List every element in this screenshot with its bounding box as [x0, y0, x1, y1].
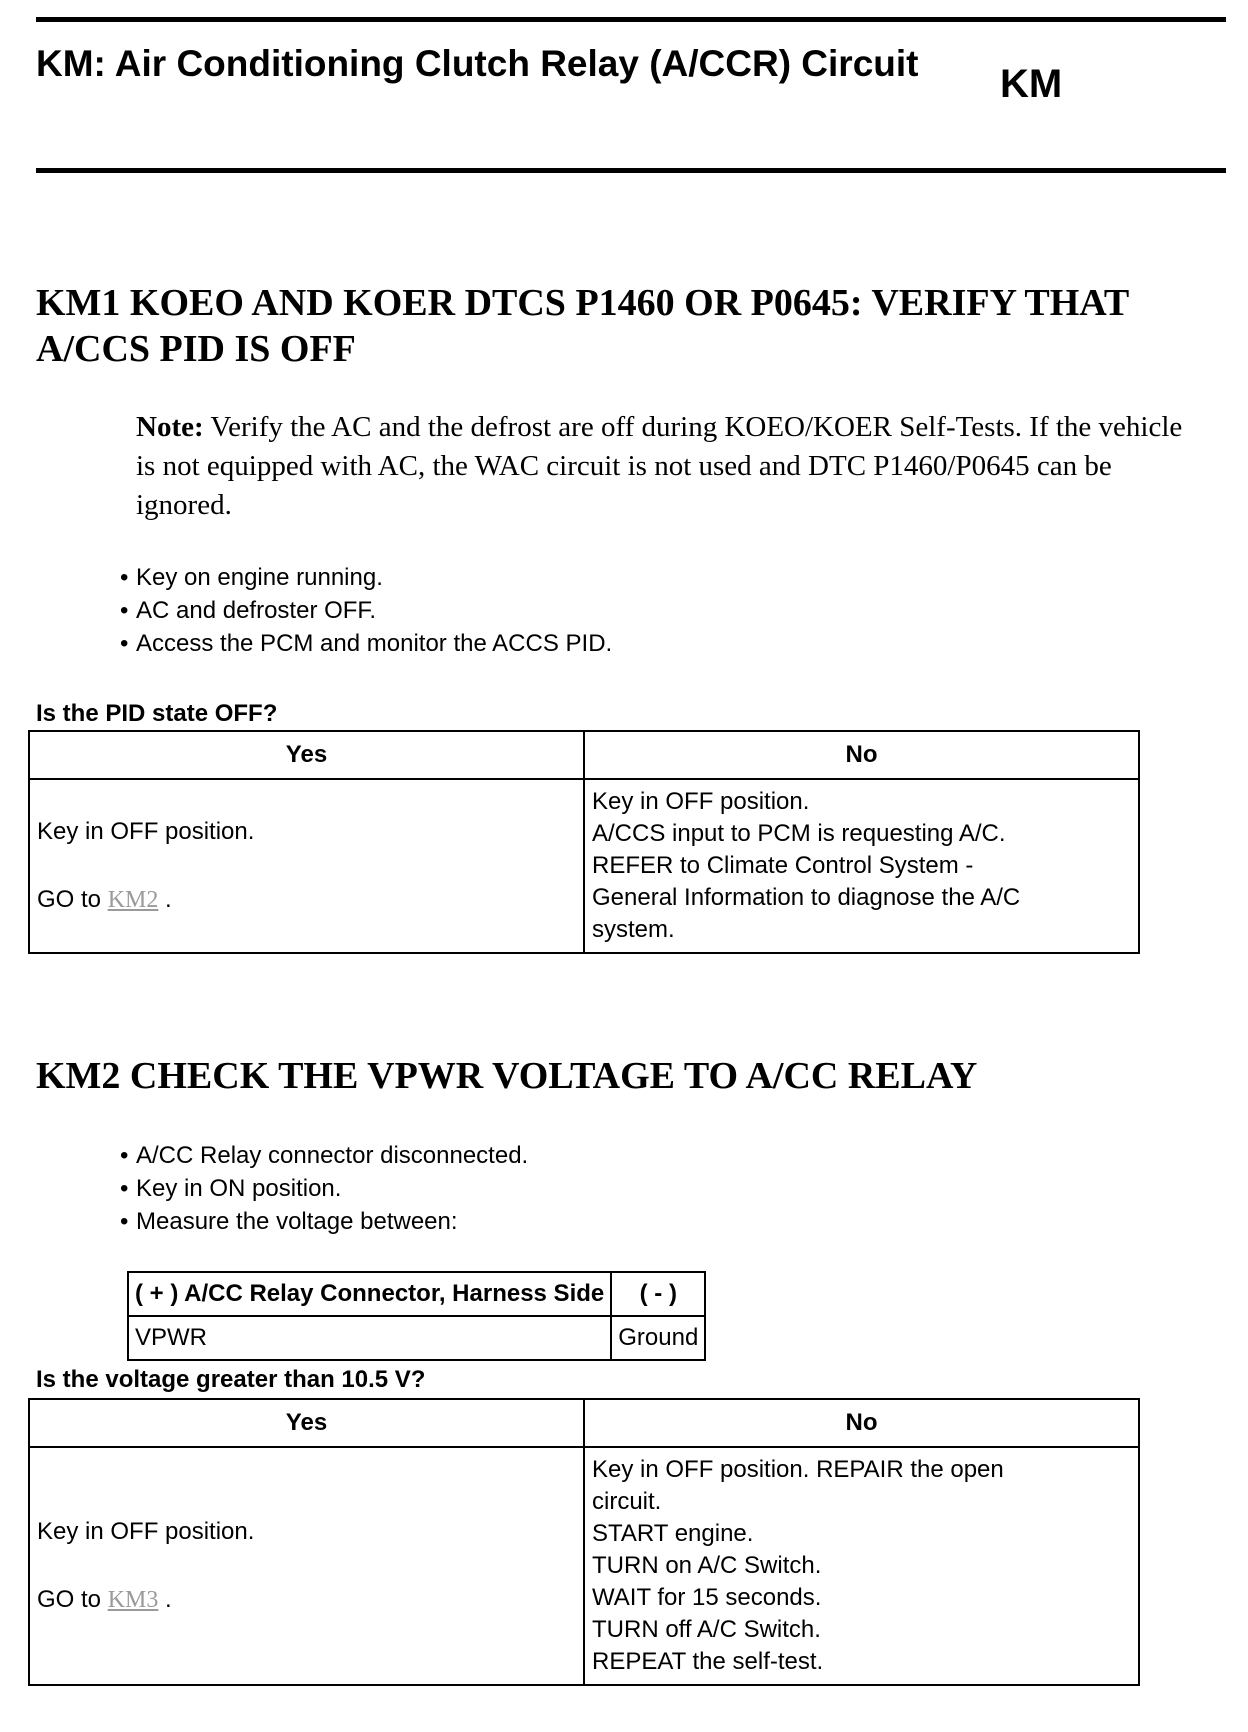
header-bottom-rule: [36, 168, 1226, 173]
period: .: [165, 1586, 172, 1613]
km2-instruction-list: [120, 1139, 528, 1238]
no-line: Key in OFF position.: [592, 788, 810, 815]
km2-yes-no-table: [28, 1398, 1140, 1686]
goto-label: GO to: [37, 886, 102, 913]
no-line: Key in OFF position. REPAIR the open: [592, 1456, 1004, 1483]
list-item: • Key in ON position.: [120, 1172, 528, 1205]
no-line: START engine.: [592, 1520, 754, 1547]
no-cell: [584, 1447, 1139, 1685]
km1-question: Is the PID state OFF?: [36, 700, 278, 727]
note-paragraph: [136, 408, 1206, 525]
step-km2-heading: KM2 CHECK THE VPWR VOLTAGE TO A/CC RELAY: [36, 1055, 978, 1097]
note-label: Note:: [136, 411, 204, 443]
no-line: TURN off A/C Switch.: [592, 1616, 821, 1643]
no-line: circuit.: [592, 1488, 662, 1515]
km2-question: Is the voltage greater than 10.5 V?: [36, 1366, 426, 1393]
yes-header: Yes: [29, 731, 584, 779]
yes-header: Yes: [29, 1399, 584, 1447]
yes-cell: [29, 779, 584, 953]
no-line: REPEAT the self-test.: [592, 1648, 824, 1675]
measurement-table: [127, 1271, 706, 1361]
section-code: KM: [1000, 62, 1063, 106]
km1-yes-no-table: [28, 730, 1140, 954]
list-item: • Access the PCM and monitor the ACCS PID.: [120, 627, 612, 660]
list-item: • Measure the voltage between:: [120, 1205, 528, 1238]
goto-label: GO to: [37, 1586, 102, 1613]
link-km3[interactable]: KM3: [107, 1587, 159, 1613]
negative-lead-value: Ground: [611, 1316, 705, 1360]
no-line: system.: [592, 916, 675, 943]
note-text: Verify the AC and the defrost are off during KOEO/KOER Self-Tests. If the vehicle is not equipped with AC, the WAC circuit is not used and DTC P1460/P0645 can be ignored.: [136, 411, 1183, 521]
positive-lead-value: VPWR: [128, 1316, 611, 1360]
step-km1-heading: KM1 KOEO AND KOER DTCS P1460 OR P0645: VERIFY THAT A/CCS PID IS OFF: [36, 282, 1129, 370]
no-cell: [584, 779, 1139, 953]
no-header: No: [584, 731, 1139, 779]
no-header: No: [584, 1399, 1139, 1447]
yes-cell: [29, 1447, 584, 1685]
link-km2[interactable]: KM2: [107, 887, 159, 913]
list-item: • Key on engine running.: [120, 561, 612, 594]
km1-instruction-list: [120, 561, 612, 660]
document-title: KM: Air Conditioning Clutch Relay (A/CCR) Circuit: [36, 43, 919, 84]
positive-lead-header: ( + ) A/CC Relay Connector, Harness Side: [128, 1272, 611, 1316]
yes-instruction: Key in OFF position.: [37, 818, 255, 845]
list-item: • AC and defroster OFF.: [120, 594, 612, 627]
negative-lead-header: ( - ): [611, 1272, 705, 1316]
no-line: TURN on A/C Switch.: [592, 1552, 822, 1579]
no-line: General Information to diagnose the A/C: [592, 884, 1021, 911]
header-top-rule: [36, 17, 1226, 22]
no-line: REFER to Climate Control System -: [592, 852, 974, 879]
period: .: [165, 886, 172, 913]
no-line: WAIT for 15 seconds.: [592, 1584, 822, 1611]
yes-instruction: Key in OFF position.: [37, 1518, 255, 1545]
no-line: A/CCS input to PCM is requesting A/C.: [592, 820, 1006, 847]
list-item: • A/CC Relay connector disconnected.: [120, 1139, 528, 1172]
